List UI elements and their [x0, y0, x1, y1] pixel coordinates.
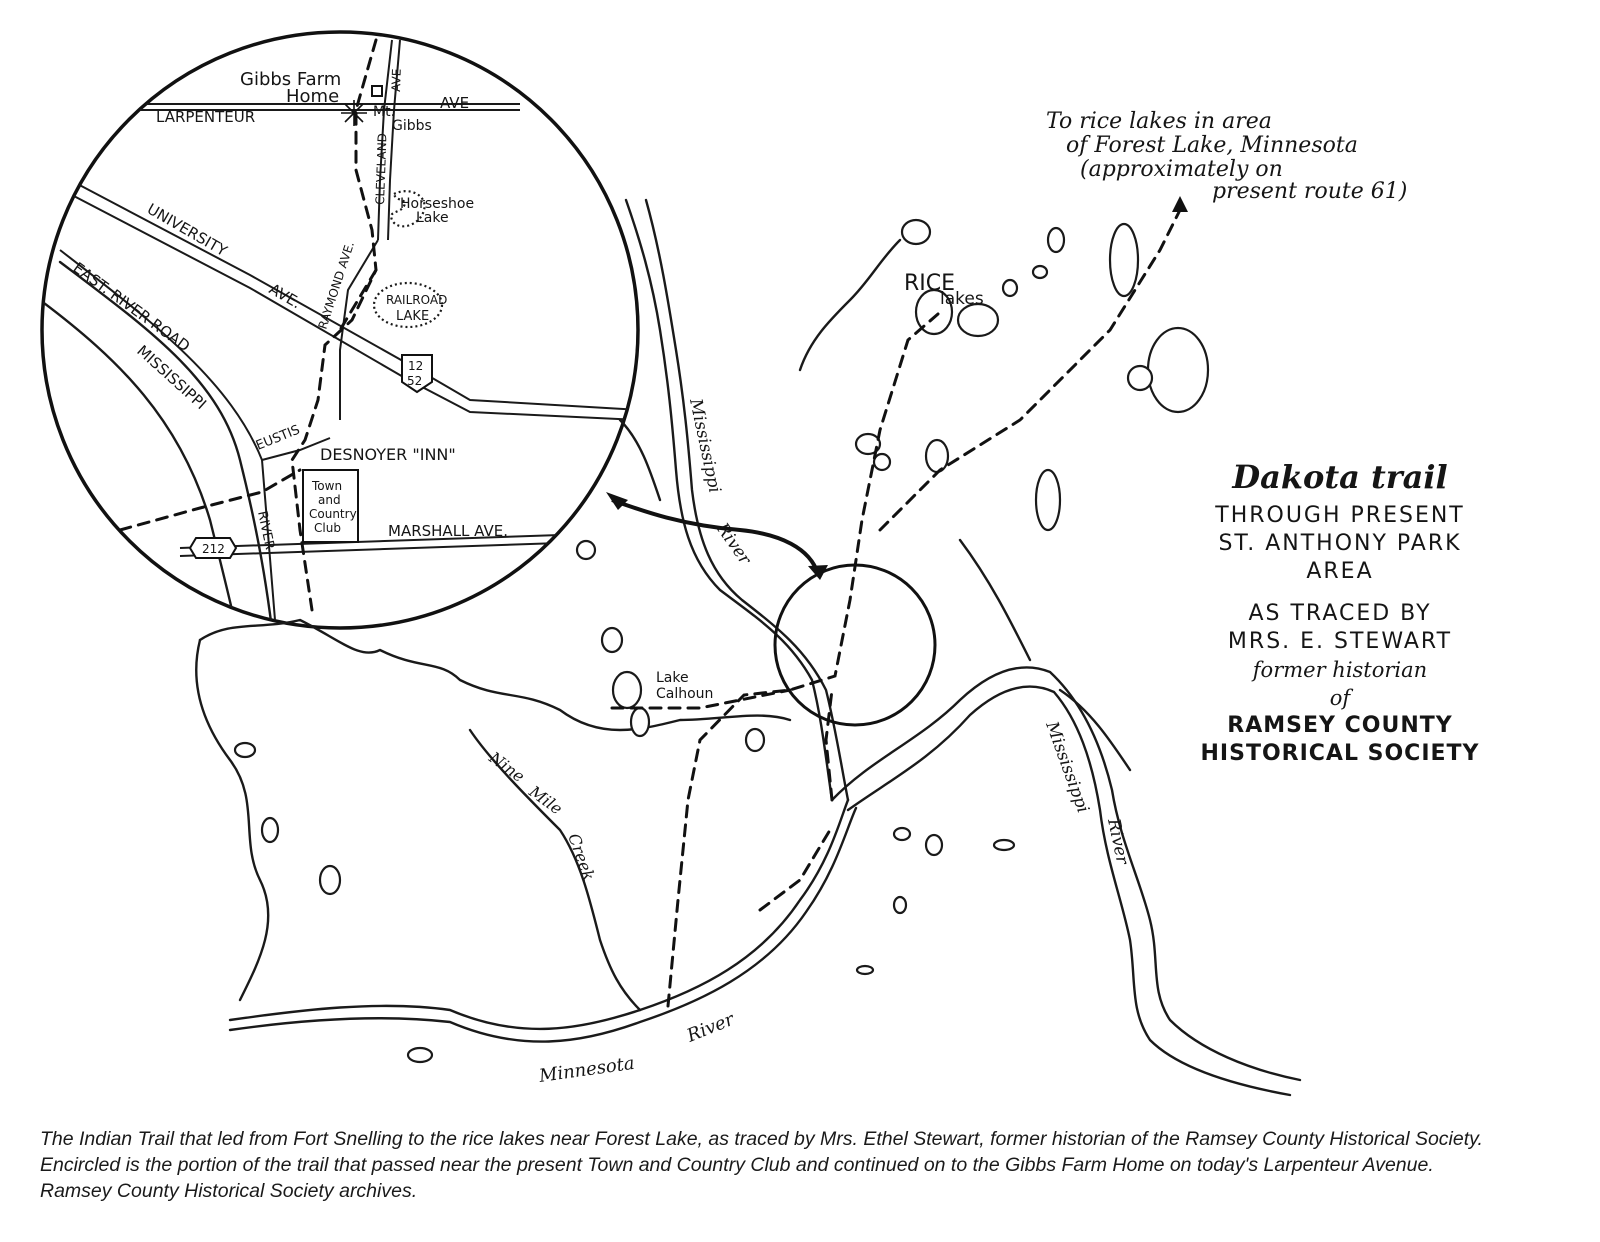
title-block: [1150, 458, 1530, 768]
title-line9: HISTORICAL SOCIETY: [1200, 741, 1480, 766]
label-mississippi-inset: MISSISSIPPI: [133, 341, 210, 414]
label-east-river-road: EAST. RIVER ROAD: [69, 258, 194, 356]
label-mile: Mile: [525, 781, 567, 819]
label-horseshoe: Horseshoe: [400, 196, 475, 212]
figure-caption: The Indian Trail that led from Fort Snelling to the rice lakes near Forest Lake, as traced by Mrs. Ethel Stewart, former historian of the Ramsey County Historical Society. Encircled is the portion of the trail that passed near the present Town and Country Club and continued on to the Gibbs Farm Home on today's Larpenteur Avenue. Ramsey County Historical Society archives.: [40, 1128, 1483, 1202]
note-line2: of Forest Lake, Minnesota: [1066, 133, 1358, 158]
title-line2: ST. ANTHONY PARK: [1218, 531, 1462, 556]
label-and: and: [318, 493, 341, 507]
label-river-lower: River: [1103, 816, 1133, 867]
label-lakes: lakes: [940, 289, 984, 309]
label-gibbs-home: Home: [286, 86, 340, 107]
label-cleveland-ave: AVE: [389, 68, 404, 93]
label-mt-gibbs-1: Mt.: [373, 104, 396, 120]
pointer-arrow: [612, 500, 818, 574]
label-railroad: RAILROAD: [386, 293, 448, 307]
title-line3: AREA: [1306, 559, 1374, 584]
label-club: Club: [314, 521, 341, 535]
label-route-212: 212: [202, 542, 225, 556]
label-university-ave: AVE.: [266, 279, 305, 313]
minnesota-river: [230, 800, 848, 1029]
label-larpenteur: LARPENTEUR: [156, 108, 256, 126]
forest-lake-note: [1046, 109, 1407, 204]
label-larpenteur-ave: AVE: [440, 94, 470, 112]
label-lake-calhoun-1: Lake: [656, 670, 689, 686]
title-line5: MRS. E. STEWART: [1227, 629, 1453, 654]
note-line4: present route 61): [1212, 179, 1408, 204]
label-minnesota: Minnesota: [537, 1052, 636, 1087]
label-mississippi-upper: Mississippi: [685, 396, 725, 495]
label-route-52: 52: [407, 374, 423, 388]
map-title: Dakota trail: [1232, 458, 1448, 496]
label-mississippi-lower: Mississippi: [1041, 718, 1093, 816]
label-desnoyer-inn: DESNOYER "INN": [320, 445, 456, 464]
label-rice: RICE: [904, 271, 956, 296]
arrow-up-icon: [1172, 196, 1188, 212]
label-raymond: RAYMOND AVE.: [315, 239, 358, 331]
title-line7: of: [1329, 686, 1351, 710]
nine-mile-creek: [470, 730, 640, 1010]
label-nine: Nine: [485, 747, 529, 787]
inset-detail: [40, 32, 640, 700]
encircled-area: [775, 565, 935, 725]
label-river-inset: RIVER: [254, 509, 277, 551]
label-country: Country: [309, 507, 357, 521]
lake-calhoun: [613, 672, 641, 708]
label-railroad-lake: LAKE: [396, 309, 430, 324]
title-line1: THROUGH PRESENT: [1215, 503, 1465, 528]
label-cleveland: CLEVELAND: [373, 132, 390, 206]
title-line4: AS TRACED BY: [1248, 601, 1432, 626]
title-line8: RAMSEY COUNTY: [1227, 713, 1453, 738]
label-lake-calhoun-2: Calhoun: [656, 686, 714, 702]
label-river-upper: River: [711, 519, 755, 569]
label-creek: Creek: [564, 830, 599, 883]
title-line6: former historian: [1252, 658, 1428, 682]
label-horseshoe-lake: Lake: [416, 210, 449, 226]
label-eustis: EUSTIS: [253, 422, 303, 454]
label-minnesota-river: River: [684, 1008, 738, 1047]
label-mt-gibbs-2: Gibbs: [392, 118, 432, 134]
note-line1: To rice lakes in area: [1046, 109, 1272, 134]
label-town: Town: [312, 479, 343, 493]
label-university: UNIVERSITY: [144, 199, 231, 260]
label-gibbs-farm: Gibbs Farm: [240, 69, 342, 90]
note-line3: (approximately on: [1080, 157, 1283, 182]
label-marshall-ave: MARSHALL AVE.: [388, 522, 508, 540]
label-route-12: 12: [408, 359, 424, 373]
